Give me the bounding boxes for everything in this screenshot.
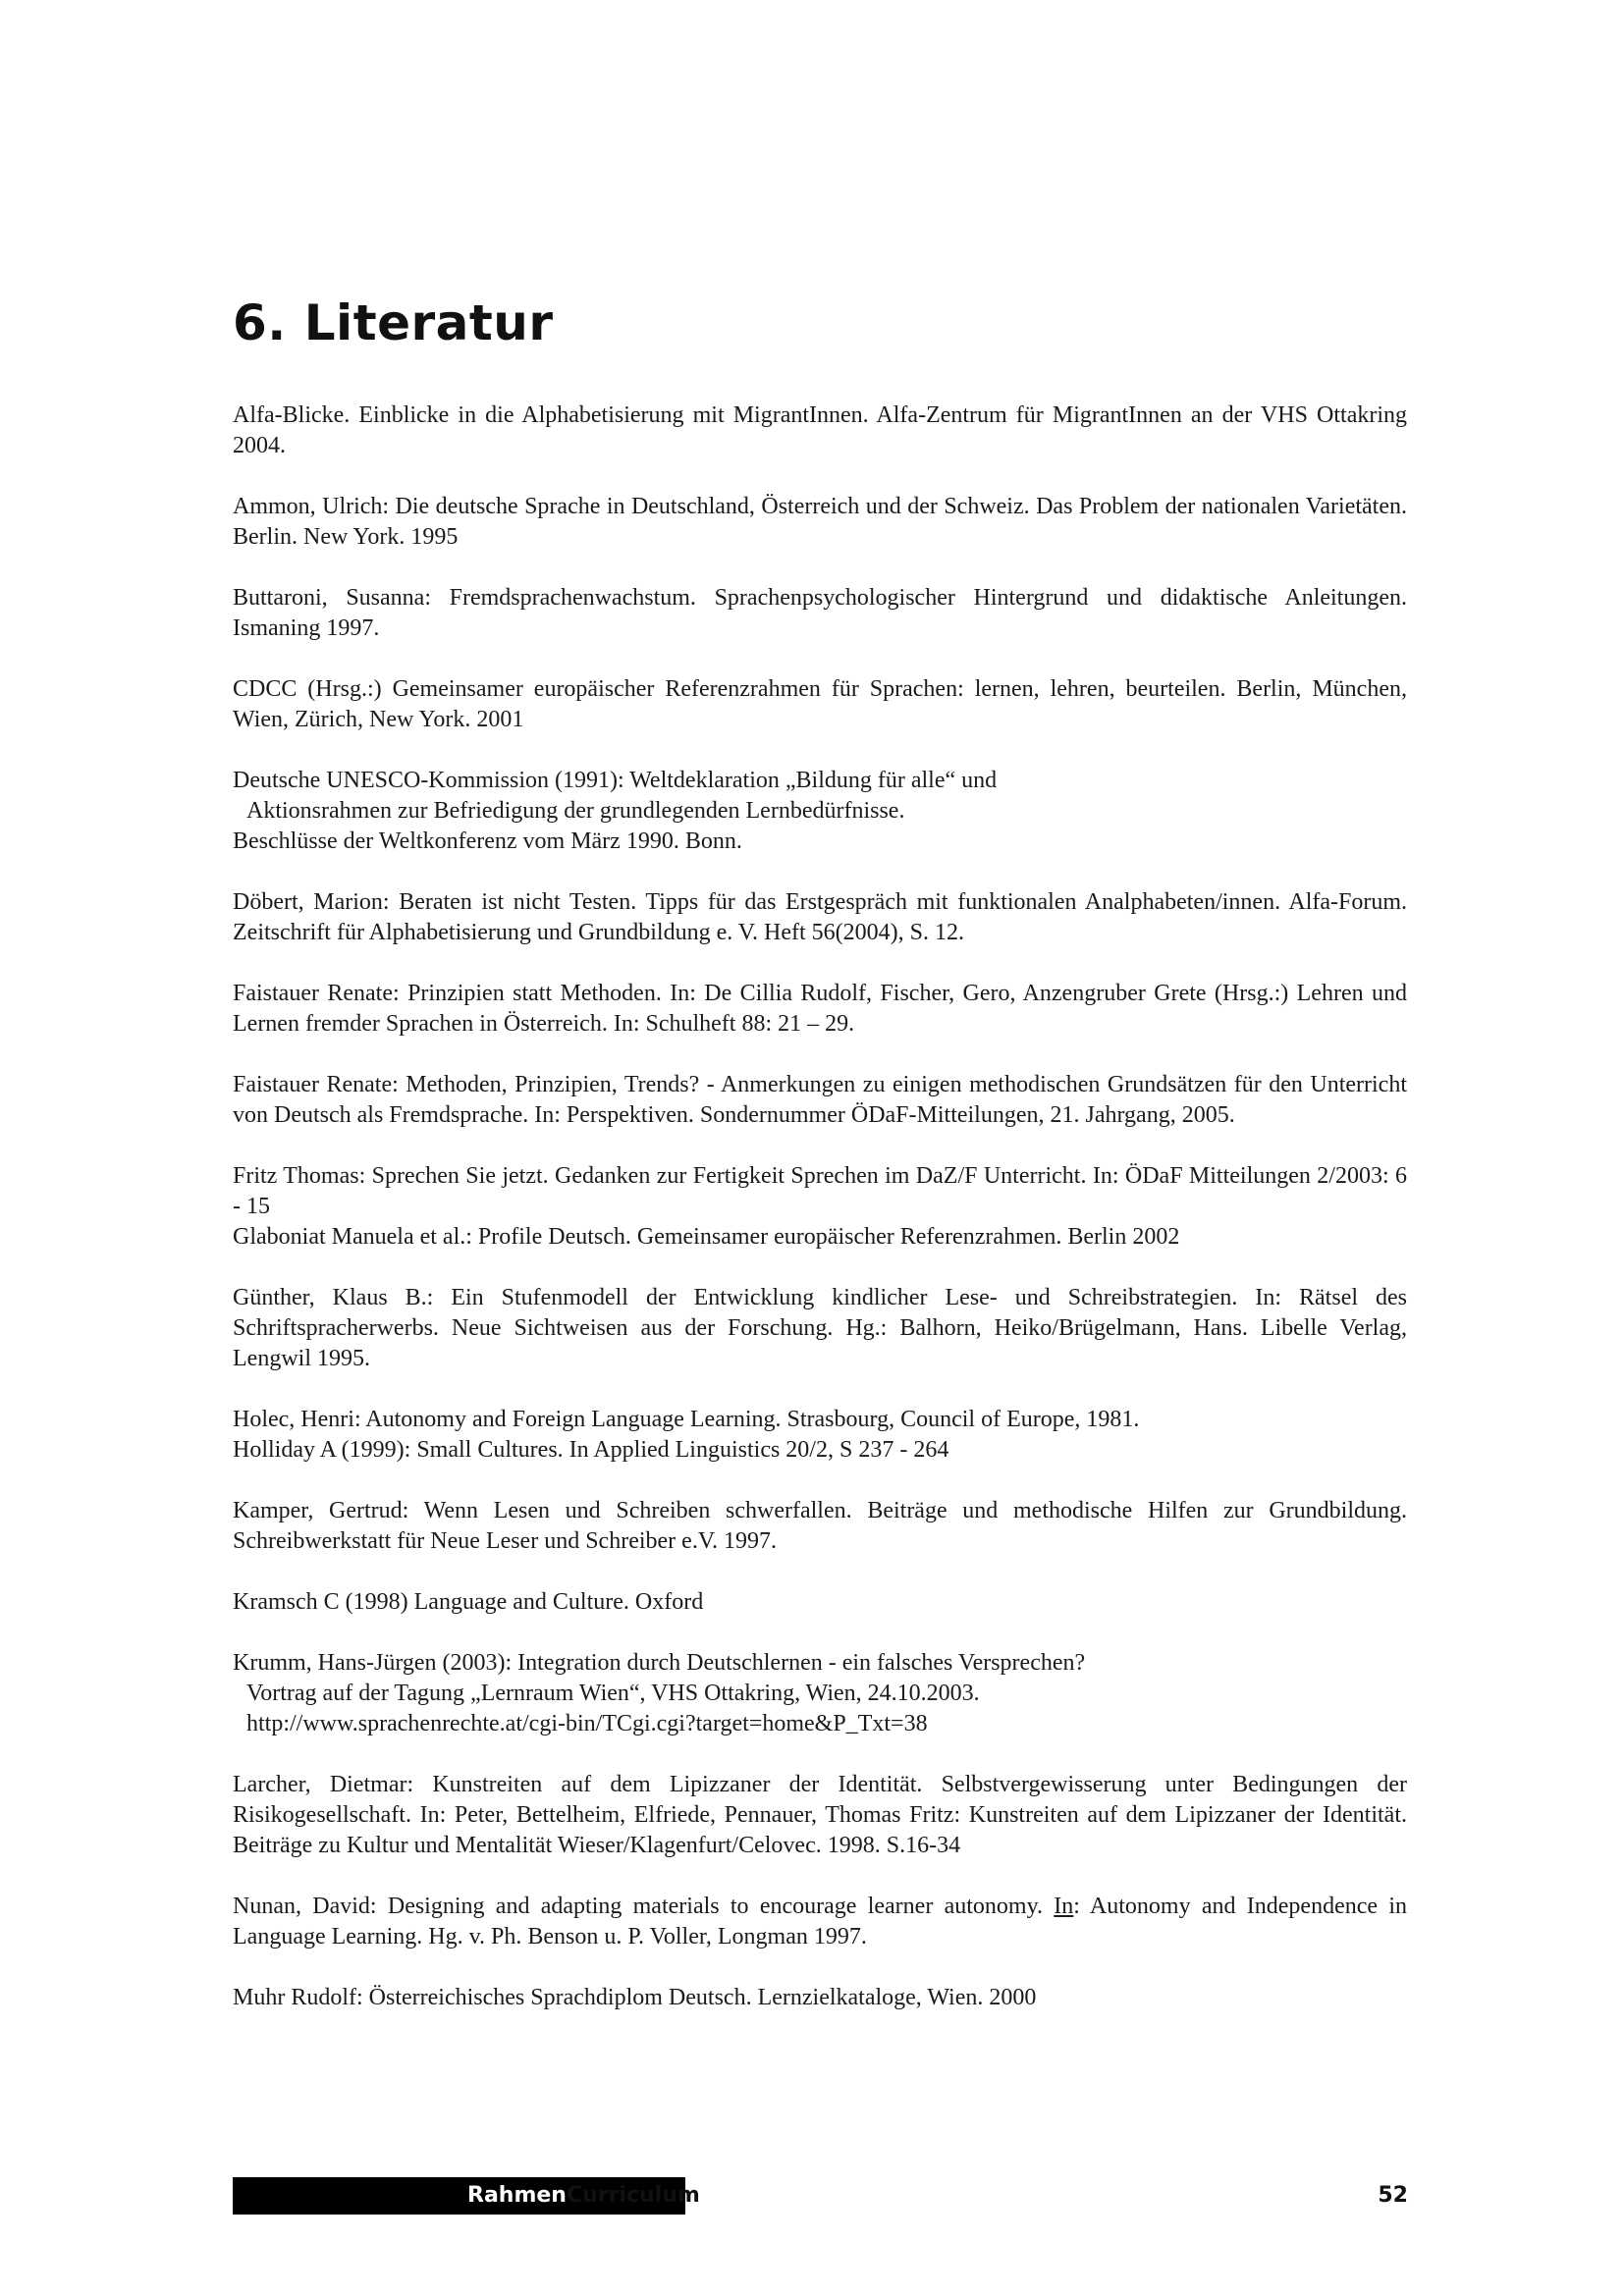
reference-entry: Faistauer Renate: Prinzipien statt Methoden. In: De Cillia Rudolf, Fischer, Gero, Anzengruber Grete (Hrsg.:) Lehren und Lernen fremder Sprachen in Österreich. In: Schulheft 88: 21 – 29. xyxy=(233,981,1407,1037)
reference-line: Beschlüsse der Weltkonferenz vom März 1990. Bonn. xyxy=(233,828,742,854)
reference-line: Deutsche UNESCO-Kommission (1991): Weltdeklaration „Bildung für alle“ und xyxy=(233,768,998,793)
reference-underlined: In xyxy=(1054,1894,1074,1919)
reference-entry: CDCC (Hrsg.:) Gemeinsamer europäischer Referenzrahmen für Sprachen: lernen, lehren, beurteilen. Berlin, München, Wien, Zürich, New York. 2001 xyxy=(233,676,1407,732)
reference-entry xyxy=(233,766,1407,857)
footer-brand-part2: Curriculum xyxy=(566,2183,700,2208)
page-title: 6. Literatur xyxy=(233,294,554,351)
reference-entry: Muhr Rudolf: Österreichisches Sprachdiplom Deutsch. Lernzielkataloge, Wien. 2000 xyxy=(233,1985,1037,2010)
reference-entry: Glaboniat Manuela et al.: Profile Deutsch. Gemeinsamer europäischer Referenzrahmen. Berlin 2002 xyxy=(233,1224,1180,1250)
reference-entry: Holliday A (1999): Small Cultures. In Applied Linguistics 20/2, S 237 - 264 xyxy=(233,1437,949,1463)
reference-text: : Autonomy and Independence in Language Learning. Hg. v. Ph. Benson u. P. Voller, Longman 1997. xyxy=(233,1894,1407,1949)
reference-url: http://www.sprachenrechte.at/cgi-bin/TCgi.cgi?target=home&P_Txt=38 xyxy=(246,1711,928,1736)
reference-entry: Alfa-Blicke. Einblicke in die Alphabetisierung mit MigrantInnen. Alfa-Zentrum für MigrantInnen an der VHS Ottakring 2004. xyxy=(233,402,1407,458)
reference-text: Nunan, David: Designing and adapting materials to encourage learner autonomy. xyxy=(233,1894,1055,1919)
reference-entry: Larcher, Dietmar: Kunstreiten auf dem Lipizzaner der Identität. Selbstvergewisserung unter Bedingungen der Risikogesellschaft. In: Peter, Bettelheim, Elfriede, Pennauer, Thomas Fritz: Kunstreiten auf dem Lipizzaner der Identität. Beiträge zu Kultur und Mentalität Wieser/Klagenfurt/Celovec. 1998. S.16-34 xyxy=(233,1772,1407,1858)
reference-entry: Holec, Henri: Autonomy and Foreign Language Learning. Strasbourg, Council of Europe, 1981. xyxy=(233,1407,1140,1432)
reference-entry: Günther, Klaus B.: Ein Stufenmodell der Entwicklung kindlicher Lese- und Schreibstrategien. In: Rätsel des Schriftspracherwerbs. Neue Sichtweisen aus der Forschung. Hg.: Balhorn, Heiko/Brügelmann, Hans. Libelle Verlag, Lengwil 1995. xyxy=(233,1285,1407,1371)
reference-list xyxy=(233,400,1407,2044)
footer-brand xyxy=(467,2177,700,2215)
footer-brand-part1: Rahmen xyxy=(467,2183,567,2208)
reference-entry xyxy=(233,1648,1407,1739)
reference-entry: Fritz Thomas: Sprechen Sie jetzt. Gedanken zur Fertigkeit Sprechen im DaZ/F Unterricht. In: ÖDaF Mitteilungen 2/2003: 6 - 15 xyxy=(233,1163,1407,1219)
reference-entry: Faistauer Renate: Methoden, Prinzipien, Trends? - Anmerkungen zu einigen methodischen Grundsätzen für den Unterricht von Deutsch als Fremdsprache. In: Perspektiven. Sondernummer ÖDaF-Mitteilungen, 21. Jahrgang, 2005. xyxy=(233,1072,1407,1128)
reference-entry: Döbert, Marion: Beraten ist nicht Testen. Tipps für das Erstgespräch mit funktionalen Analphabeten/innen. Alfa-Forum. Zeitschrift für Alphabetisierung und Grundbildung e. V. Heft 56(2004), S. 12. xyxy=(233,889,1407,945)
reference-entry: Kamper, Gertrud: Wenn Lesen und Schreiben schwerfallen. Beiträge und methodische Hilfen zur Grundbildung. Schreibwerkstatt für Neue Leser und Schreiber e.V. 1997. xyxy=(233,1498,1407,1554)
reference-entry: Kramsch C (1998) Language and Culture. Oxford xyxy=(233,1589,704,1615)
reference-entry xyxy=(233,1892,1407,1952)
reference-entry: Buttaroni, Susanna: Fremdsprachenwachstum. Sprachenpsychologischer Hintergrund und didaktische Anleitungen. Ismaning 1997. xyxy=(233,585,1407,641)
reference-line: Vortrag auf der Tagung „Lernraum Wien“, VHS Ottakring, Wien, 24.10.2003. xyxy=(246,1681,980,1706)
reference-entry: Ammon, Ulrich: Die deutsche Sprache in Deutschland, Österreich und der Schweiz. Das Problem der nationalen Varietäten. Berlin. New York. 1995 xyxy=(233,494,1407,550)
reference-line: Krumm, Hans-Jürgen (2003): Integration durch Deutschlernen - ein falsches Versprechen? xyxy=(233,1650,1086,1676)
reference-line: Aktionsrahmen zur Befriedigung der grundlegenden Lernbedürfnisse. xyxy=(246,798,905,824)
page-number: 52 xyxy=(1378,2183,1408,2208)
